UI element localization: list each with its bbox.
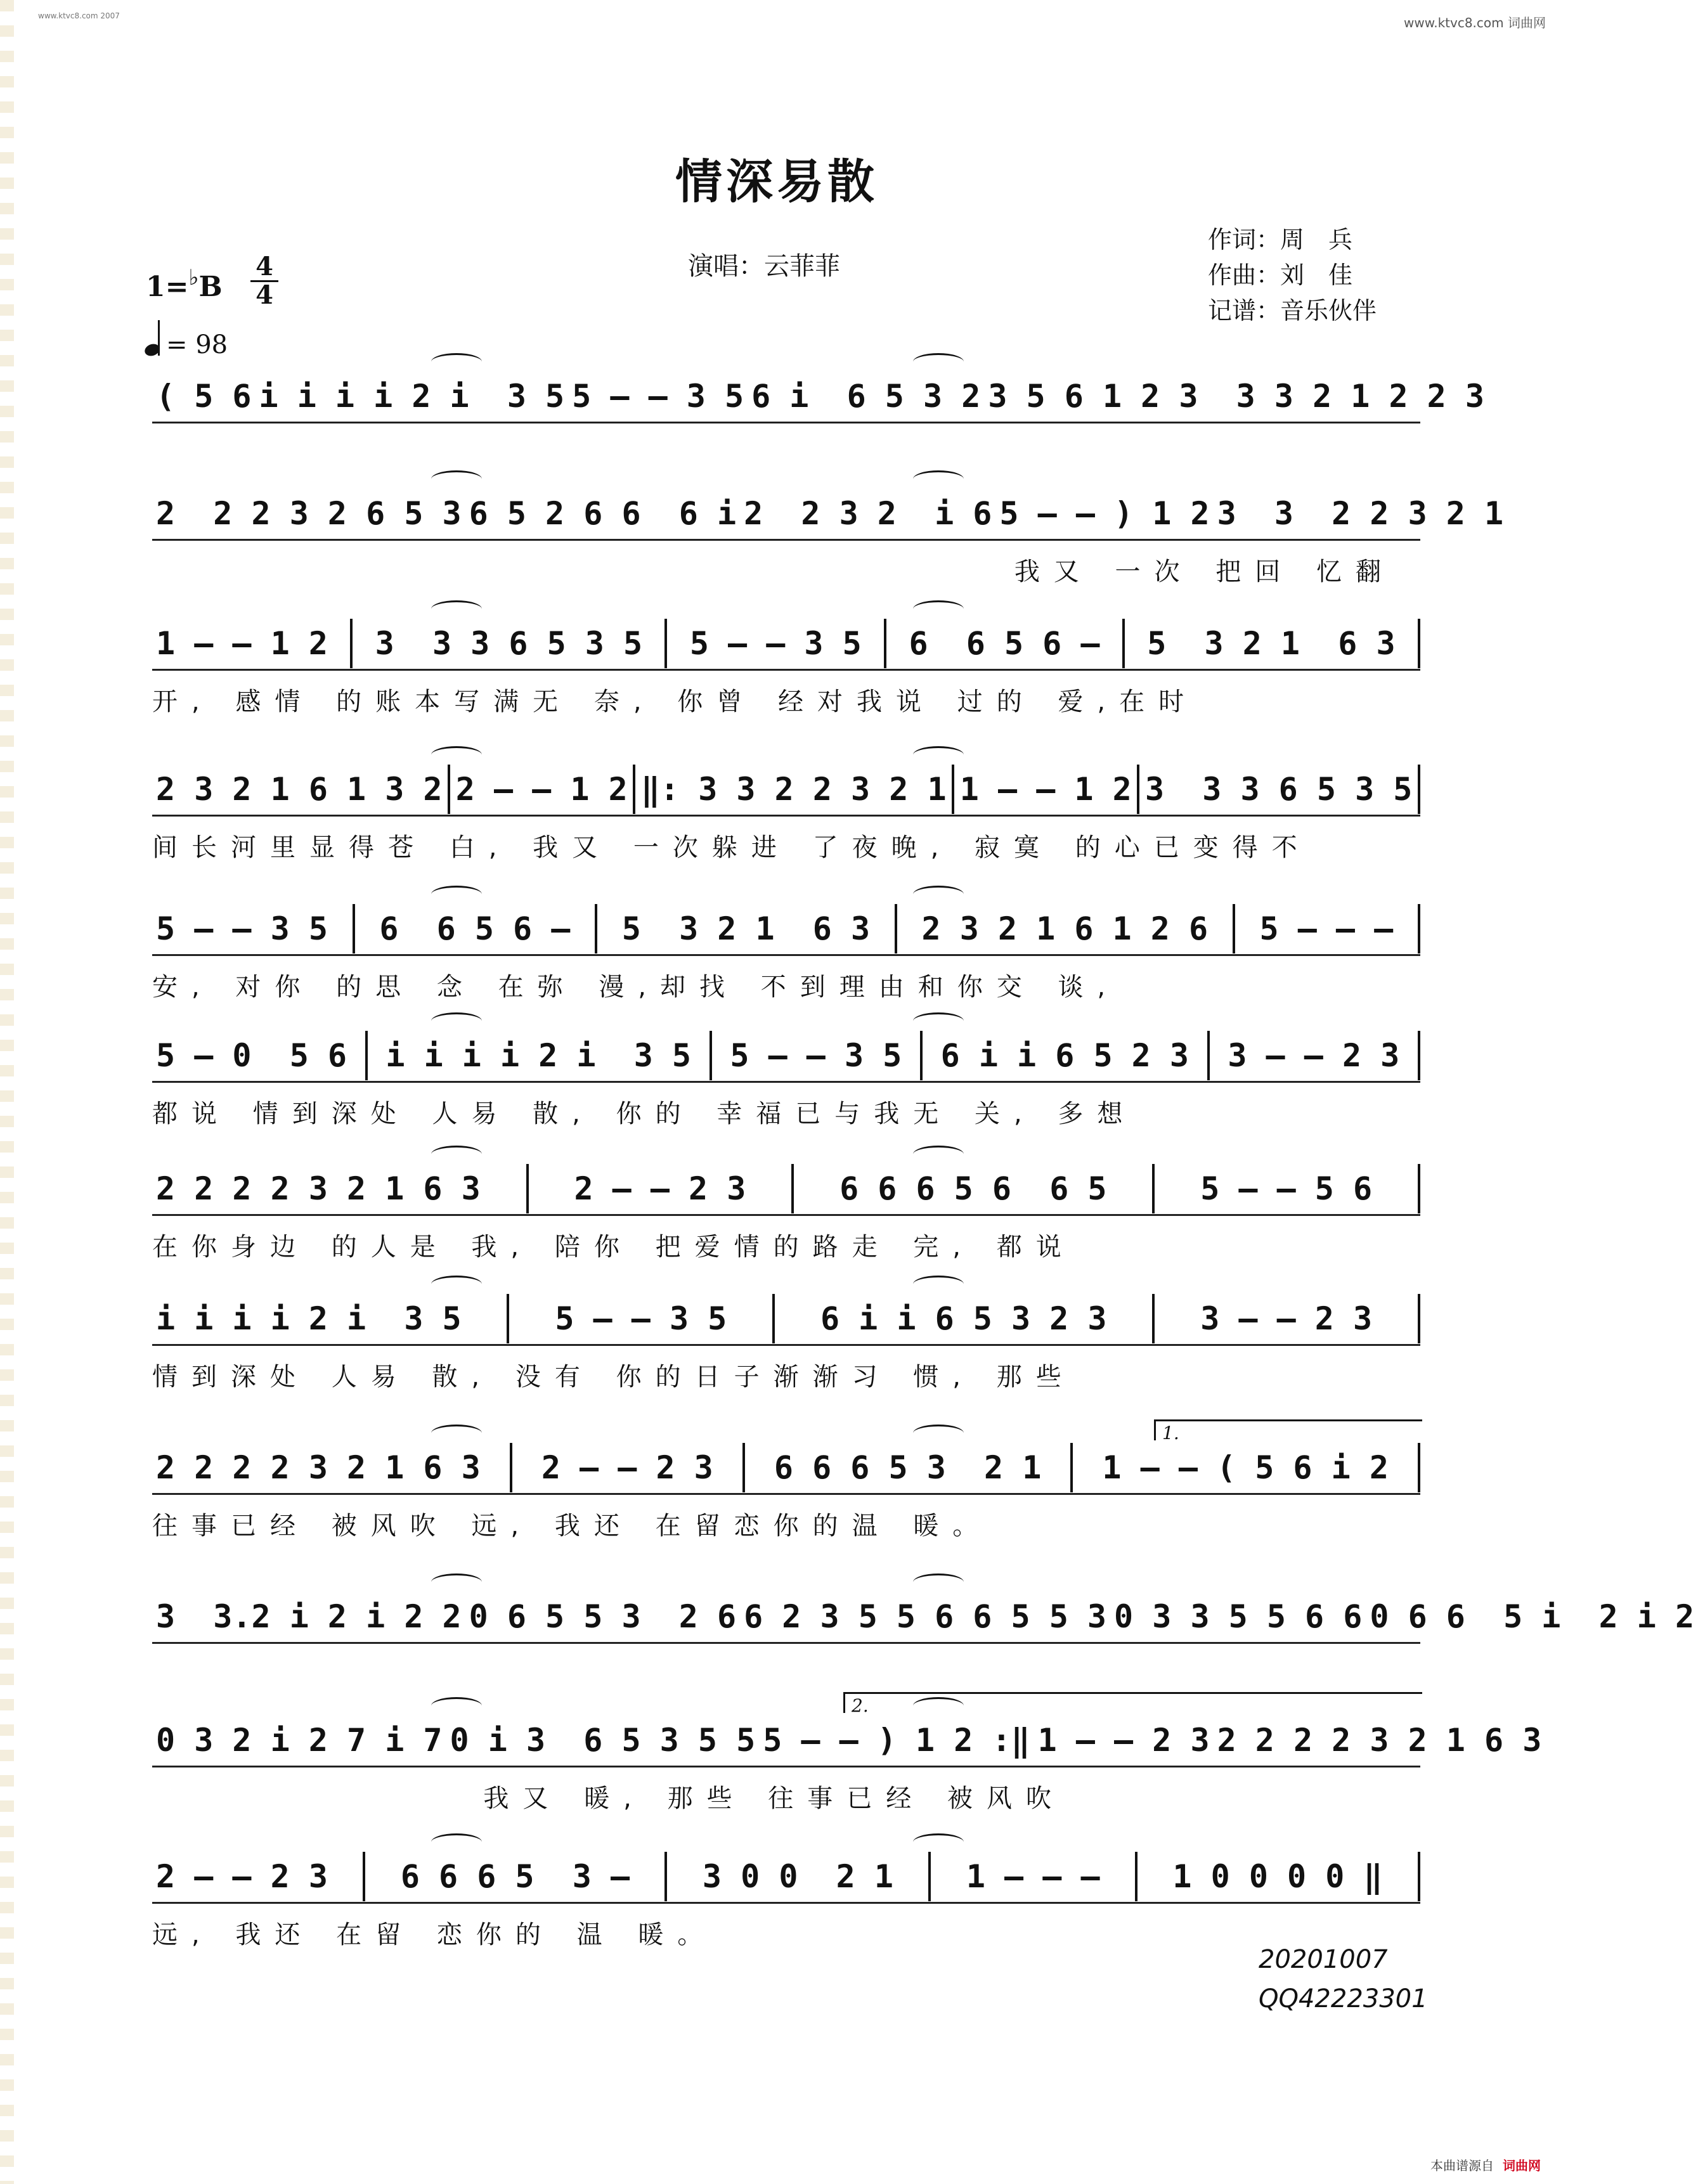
measure: 2 2 3 2 i 6 (744, 495, 992, 532)
slur-mark (913, 600, 964, 617)
barline (772, 1294, 775, 1343)
singer-credit: 演唱：云菲菲 (688, 252, 840, 281)
barline (1418, 904, 1420, 953)
site-link-bottom-right[interactable]: 本曲谱源自 词曲网 (1430, 2158, 1541, 2173)
measure: 5 — 0 5 6 (156, 1037, 347, 1074)
measure: 2 — — 2 3 (156, 1858, 328, 1895)
measure: 3 5 6 1 2 3 3 3 2 1 2 2 3 (988, 378, 1484, 415)
watermark-strip (0, 0, 14, 2184)
measure: 0 3 3 5 5 6 6 (1114, 1598, 1363, 1635)
barline (507, 1294, 509, 1343)
notes-line (152, 1293, 1420, 1346)
barline (353, 904, 355, 953)
measure: 2 2 2 2 3 2 1 6 3 (156, 1449, 481, 1486)
measure: 2 — — 2 3 (541, 1449, 713, 1486)
lyrics-line: 往事已经 被风吹 远, 我还 在留恋你的温 暖。 (152, 1511, 992, 1541)
measure: 3 3 3 6 5 3 5 (1144, 771, 1413, 808)
barline (664, 1852, 667, 1901)
barline (1418, 619, 1420, 668)
measure: 1 — — — (966, 1858, 1100, 1895)
barline (920, 1031, 923, 1080)
slur-mark (431, 886, 482, 903)
site-mark-top-left: www.ktvc8.com 2007 (38, 11, 120, 20)
slur-mark (431, 470, 482, 488)
measure: 5 — — ) 1 2 :‖ (763, 1722, 1030, 1759)
measure: 5 — — 3 5 (572, 378, 744, 415)
slur-mark (431, 1276, 482, 1293)
slur-mark (913, 886, 964, 903)
slur-mark (913, 1146, 964, 1163)
lyrics-line: 我又 一次 把回 忆翻 (1014, 557, 1395, 586)
credits-block (1208, 222, 1377, 328)
barline (1418, 1443, 1420, 1492)
volta-bracket: 1. (1154, 1419, 1422, 1440)
measure: i i i i 2 i 3 5 (386, 1037, 692, 1074)
lyrics-line: 开, 感情 的账本写满无 奈, 你曾 经对我说 过的 爱,在时 (152, 687, 1198, 716)
slur-mark (913, 1012, 964, 1030)
measure: 2 2 2 2 3 2 1 6 3 (1217, 1722, 1542, 1759)
lyrics-line: 间长河里显得苍 白, 我又 一次躲进 了夜晚, 寂寞 的心已变得不 (152, 833, 1311, 862)
measure: 2 2 2 2 3 2 1 6 3 (156, 1170, 481, 1207)
slur-mark (431, 1697, 482, 1714)
tempo-marking: = 98 (145, 320, 228, 359)
volta-bracket: 2. (843, 1692, 1422, 1713)
measure: 5 — — 3 5 (689, 625, 862, 662)
measure: 2 2 2 3 2 6 5 3 (156, 495, 462, 532)
measure: ‖: 3 3 2 2 3 2 1 (640, 771, 947, 808)
measure: 6 i i 6 5 3 2 3 (820, 1300, 1107, 1337)
measure: 3 — — 2 3 (1200, 1300, 1373, 1337)
lyrics-line: 情到深处 人易 散, 没有 你的日子渐渐习 惯, 那些 (152, 1362, 1075, 1392)
measure: 1 — — 1 2 (959, 771, 1132, 808)
notes-line (152, 1442, 1420, 1495)
measure: 0 3 2 i 2 7 i 7 (156, 1722, 443, 1759)
barline (791, 1164, 794, 1213)
lyrics-line: 远, 我还 在留 恋你的 温 暖。 (152, 1920, 717, 1949)
notes-line (152, 371, 1484, 423)
slur-mark (913, 1425, 964, 1442)
measure: i i i i 2 i 3 5 (156, 1300, 462, 1337)
measure: 6 6 5 6 — (909, 625, 1100, 662)
barline (710, 1031, 712, 1080)
measure: 2 3 2 1 6 1 2 6 (921, 910, 1209, 947)
barline (365, 1031, 368, 1080)
measure: 1 0 0 0 0 ‖ (1172, 1858, 1383, 1895)
measure: 0 6 6 5 i 2 i 2 (1370, 1598, 1695, 1635)
measure: 5 — — 5 6 (1200, 1170, 1373, 1207)
footnote-qq: QQ42223301 (1259, 1984, 1428, 2013)
lyrics-line: 安, 对你 的思 念 在弥 漫,却找 不到理由和你交 谈, (152, 972, 1120, 1002)
measure: 6 i 6 5 3 2 (751, 378, 981, 415)
lyrics-line: 我又 暖, 那些 往事已经 被风吹 (483, 1784, 1065, 1813)
slur-mark (431, 1833, 482, 1851)
slur-mark (913, 746, 964, 763)
measure: 3 3.2 i 2 i 2 2 (156, 1598, 462, 1635)
measure: ( 5 6 (156, 378, 252, 415)
measure: 0 i 3 6 5 3 5 5 (450, 1722, 756, 1759)
barline (1418, 1031, 1420, 1080)
measure: 5 — — 3 5 (156, 910, 328, 947)
lyrics-line: 在你身边 的人是 我, 陪你 把爱情的路走 完, 都说 (152, 1232, 1075, 1262)
slur-mark (913, 1573, 964, 1591)
barline (928, 1852, 931, 1901)
notes-line (152, 1851, 1420, 1904)
notes-line (152, 488, 1504, 541)
notes-line (152, 1030, 1420, 1083)
notes-line (152, 1591, 1695, 1644)
barline (526, 1164, 529, 1213)
slur-mark (913, 1833, 964, 1851)
barline (633, 765, 635, 814)
measure: 6 2 3 5 5 6 6 5 5 3 (744, 1598, 1107, 1635)
barline (1418, 1852, 1420, 1901)
measure: i i i i 2 i 3 5 (259, 378, 565, 415)
measure: 6 6 6 5 6 6 5 (839, 1170, 1107, 1207)
transcriber-credit: 记谱：音乐伙伴 (1208, 297, 1377, 325)
barline (363, 1852, 365, 1901)
measure: 3 3 2 2 3 2 1 (1217, 495, 1504, 532)
measure: 1 — — 2 3 (1037, 1722, 1210, 1759)
slur-mark (431, 1146, 482, 1163)
site-link-top-right[interactable]: www.ktvc8.com 词曲网 (1403, 15, 1546, 30)
song-title: 情深易散 (675, 155, 878, 209)
measure: 1 — — 1 2 (156, 625, 328, 662)
barline (1152, 1294, 1155, 1343)
slur-mark (431, 600, 482, 617)
key-signature: 1=♭B (146, 265, 223, 303)
notes-line (152, 618, 1420, 671)
barline (742, 1443, 745, 1492)
barline (1137, 765, 1139, 814)
slur-mark (431, 353, 482, 370)
notes-line (152, 764, 1420, 817)
measure: 6 i i 6 5 2 3 (940, 1037, 1189, 1074)
measure: 5 — — ) 1 2 (999, 495, 1210, 532)
barline (448, 765, 450, 814)
barline (1122, 619, 1125, 668)
measure: 5 — — — (1259, 910, 1394, 947)
barline (510, 1443, 512, 1492)
measure: 0 6 5 5 3 2 6 (469, 1598, 737, 1635)
measure: 6 5 2 6 6 6 i (469, 495, 737, 532)
barline (1418, 765, 1420, 814)
measure: 2 — — 2 3 (574, 1170, 746, 1207)
measure: 6 6 5 6 — (379, 910, 571, 947)
measure: 6 6 6 5 3 2 1 (774, 1449, 1042, 1486)
measure: 1 — — ( 5 6 i 2 (1102, 1449, 1389, 1486)
slur-mark (431, 1012, 482, 1030)
measure: 5 3 2 1 6 3 (621, 910, 871, 947)
barline (1207, 1031, 1210, 1080)
measure: 5 — — 3 5 (555, 1300, 727, 1337)
measure: 2 3 2 1 6 1 3 2 (156, 771, 443, 808)
barline (1070, 1443, 1073, 1492)
measure: 2 — — 1 2 (455, 771, 628, 808)
lyrics-line: 都说 情到深处 人易 散, 你的 幸福已与我无 关, 多想 (152, 1099, 1137, 1128)
barline (1135, 1852, 1137, 1901)
barline (1418, 1164, 1420, 1213)
barline (350, 619, 353, 668)
measure: 3 — — 2 3 (1228, 1037, 1400, 1074)
barline (1233, 904, 1235, 953)
measure: 6 6 6 5 3 — (400, 1858, 630, 1895)
barline (884, 619, 886, 668)
footnote-date: 20201007 (1259, 1945, 1388, 1974)
barline (895, 904, 897, 953)
notes-line (152, 903, 1420, 956)
measure: 5 — — 3 5 (730, 1037, 902, 1074)
notes-line (152, 1163, 1420, 1216)
barline (1418, 1294, 1420, 1343)
measure: 3 0 0 2 1 (702, 1858, 893, 1895)
slur-mark (913, 1276, 964, 1293)
slur-mark (431, 1425, 482, 1442)
slur-mark (913, 470, 964, 488)
barline (595, 904, 597, 953)
measure: 5 3 2 1 6 3 (1147, 625, 1396, 662)
barline (1152, 1164, 1155, 1213)
time-signature: 4 4 (250, 254, 278, 309)
composer-credit: 作曲：刘 佳 (1208, 261, 1353, 289)
slur-mark (431, 1573, 482, 1591)
lyricist-credit: 作词：周 兵 (1208, 226, 1353, 254)
footnote (1259, 1940, 1428, 2019)
barline (664, 619, 667, 668)
measure: 3 3 3 6 5 3 5 (375, 625, 643, 662)
slur-mark (431, 746, 482, 763)
barline (952, 765, 954, 814)
slur-mark (913, 353, 964, 370)
notes-line (152, 1715, 1542, 1767)
